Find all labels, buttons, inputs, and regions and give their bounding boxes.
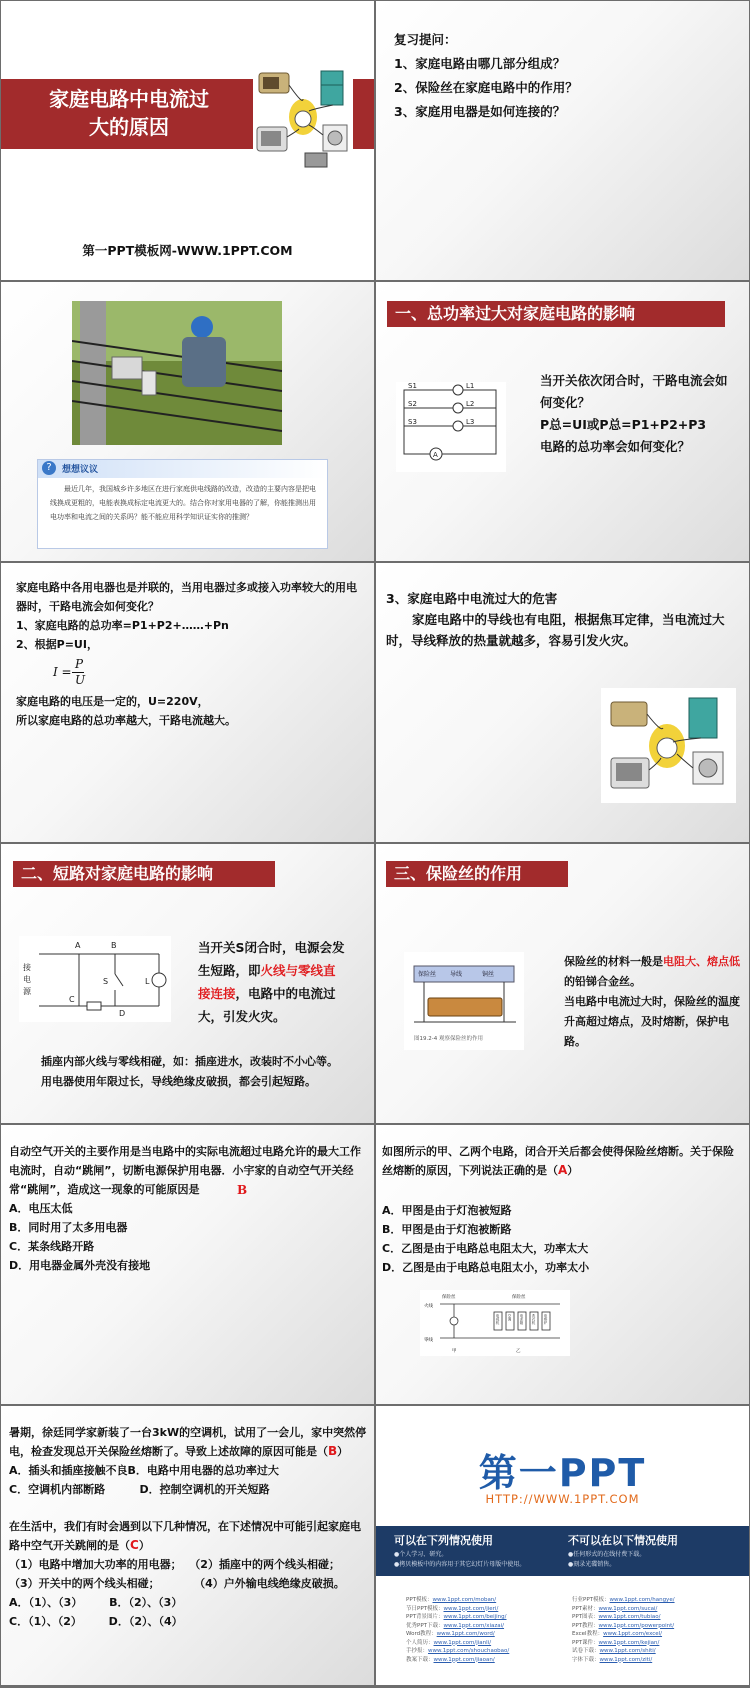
- short-circuit-note-2: 用电器使用年限过长，导线绝缘皮破损，都会引起短路。: [41, 1075, 316, 1088]
- short-circuit-text: 当开关S闭合时，电源会发生短路，即火线与零线直接连接，电路中的电流过大，引发火灾。: [198, 940, 345, 1024]
- fuse-label-2: 导线: [450, 971, 463, 978]
- link-row: 节日PPT模板：www.1ppt.com/jieri/: [406, 1605, 499, 1612]
- can-use-1: ●个人学习、研究。: [394, 1551, 448, 1558]
- link-row: Excel教程：www.1ppt.com/excel/: [572, 1631, 663, 1637]
- short-circuit-note-1: 插座内部火线与零线相碰，如：插座进水，改装时不小心等。: [41, 1055, 338, 1068]
- label-d: D: [119, 1009, 126, 1018]
- overloaded-appliances-image: [601, 688, 736, 803]
- label-s3: S3: [408, 418, 417, 426]
- link-row: Word教程：www.1ppt.com/word/: [406, 1631, 495, 1637]
- discussion-box-text: 最近几年，我国城乡许多地区在进行家庭供电线路的改造，改造的主要内容是把电线换成更粗的，电能表换成标定电流更大的。结合你对家用电器的了解，你能推测出用电功率和电流之间的关系吗？能不能应用科学知识证实你的推测？: [50, 485, 316, 521]
- brand-logo: 第一PPT: [478, 1451, 647, 1495]
- slide-title: 家庭电路中电流过 大的原因: [49, 87, 209, 139]
- label-c: C: [69, 995, 75, 1004]
- quiz-option-a[interactable]: A．甲图是由于灯泡被短路: [382, 1204, 512, 1217]
- links-left: [406, 1596, 509, 1664]
- power-formula: P总=UI或P总=P1+P2+P3: [540, 417, 707, 432]
- svg-text:电冰箱: 电冰箱: [520, 1314, 524, 1325]
- link-row: 优秀PPT下载：www.1ppt.com/xiazai/: [406, 1622, 505, 1629]
- links-right: [572, 1596, 675, 1664]
- power-text-2: 何变化？: [540, 395, 591, 410]
- label-l2: L2: [466, 400, 475, 408]
- lightbulb-icon: ?: [42, 461, 56, 475]
- power-text-4: 电路的总功率会如何变化？: [540, 439, 691, 454]
- quiz-option-b[interactable]: B．同时用了太多用电器: [9, 1221, 128, 1234]
- cannot-use-title: 不可以在以下情况使用: [568, 1534, 678, 1547]
- quiz-option-d[interactable]: D．用电器金属外壳没有接地: [9, 1259, 151, 1272]
- quiz-question: 自动空气开关的主要作用是当电路中的实际电流超过电路允许的最大工作电流时，自动“跳闸”，切断电源保护用电器．小宇家的自动空气开关经常“跳闸”，造成这一现象的可能原因是: [9, 1145, 361, 1196]
- label-s: S: [103, 977, 109, 986]
- label-s1: S1: [408, 382, 417, 390]
- exercise-1-question: 暑期，徐廷同学家新装了一台3kW的空调机，试用了一会儿，家中突然停电，检查发现总开关保险丝熔断了。导致上述故障的原因可能是（B）: [9, 1426, 367, 1458]
- hazard-text: 家庭电路中的导线也有电阻，根据焦耳定律，当电流过大时，导线释放的热量就越多，容易引发火灾。: [386, 612, 725, 648]
- label-b: B: [111, 941, 117, 950]
- link-row: PPT素材：www.1ppt.com/sucai/: [572, 1605, 658, 1612]
- slide-6-hazard[interactable]: [376, 563, 749, 842]
- label-power-3: 源: [23, 987, 31, 996]
- exercise-1-options-2: C．空调机内部断路 D．控制空调机的开关短路: [9, 1483, 270, 1496]
- quiz-answer: B: [237, 1183, 248, 1197]
- link-row: PPT模板：www.1ppt.com/moban/: [406, 1597, 497, 1603]
- link-row: PPT背景图片：www.1ppt.com/beijing/: [406, 1614, 507, 1620]
- title-banner-tail: [353, 79, 374, 149]
- label-s2: S2: [408, 400, 417, 408]
- exercise-2-line-1: （1）电路中增加大功率的用电器； （2）插座中的两个线头相碰；: [9, 1558, 340, 1571]
- link-row: PPT教程：www.1ppt.com/powerpoint/: [572, 1622, 675, 1629]
- label-ammeter: A: [433, 451, 438, 459]
- explanation-p3: 2、根据P=UI，: [16, 638, 98, 651]
- review-question-3: 3、家庭用电器是如何连接的？: [394, 104, 566, 119]
- label-l: L: [145, 977, 150, 986]
- explanation-p5: 所以家庭电路的总功率越大，干路电流越大。: [16, 714, 236, 727]
- svg-text:甲: 甲: [452, 1349, 457, 1354]
- fuse-circuits-figure: [420, 1290, 570, 1356]
- quiz-option-d[interactable]: D．乙图是由于电路总电阻太小，功率太小: [382, 1261, 590, 1274]
- slide-4-total-power[interactable]: [376, 282, 749, 561]
- lineman-photo: [72, 301, 282, 445]
- short-circuit-diagram: [19, 936, 171, 1022]
- explanation-p1: 家庭电路中各用电器也是并联的，当用电器过多或接入功率较大的用电器时，干路电流会如何变化？: [16, 581, 357, 613]
- svg-text:乙: 乙: [516, 1349, 521, 1354]
- svg-text:空调: 空调: [508, 1314, 512, 1321]
- label-power-2: 电: [23, 975, 31, 984]
- review-question-2: 2、保险丝在家庭电路中的作用？: [394, 80, 578, 95]
- license-panel: [376, 1526, 749, 1576]
- exercise-2-line-2: （3）开关中的两个线头相碰； （4）户外输电线绝缘皮破损。: [9, 1577, 345, 1590]
- section-banner: 二、短路对家庭电路的影响: [13, 861, 275, 887]
- cannot-use-1: ●任何形式的在线付费下载。: [568, 1551, 646, 1558]
- cannot-use-2: ●刻录光碟销售。: [568, 1561, 616, 1568]
- slide-7-short-circuit[interactable]: [1, 844, 374, 1123]
- section-banner: 一、总功率过大对家庭电路的影响: [387, 301, 725, 327]
- svg-text:电视机: 电视机: [496, 1314, 500, 1325]
- quiz-option-a[interactable]: A．电压太低: [9, 1202, 73, 1215]
- svg-text:火线: 火线: [424, 1304, 433, 1309]
- appliances-illustration: [253, 65, 355, 173]
- quiz-option-c[interactable]: C．某条线路开路: [9, 1240, 95, 1253]
- link-row: 个人简历：www.1ppt.com/jianli/: [406, 1639, 492, 1646]
- exercise-1-options-1: A．插头和插座接触不良B．电路中用电器的总功率过大: [9, 1464, 279, 1477]
- link-row: PPT图表：www.1ppt.com/tubiao/: [572, 1614, 661, 1620]
- discussion-box-header: [38, 460, 327, 478]
- quiz-option-c[interactable]: C．乙图是由于电路总电阻太大，功率太大: [382, 1242, 589, 1255]
- slide-11-exercises[interactable]: [1, 1406, 374, 1685]
- power-text-1: 当开关依次闭合时，干路电流会如: [540, 373, 728, 388]
- explanation-p2: 1、家庭电路的总功率=P1+P2+……+Pn: [16, 619, 229, 632]
- exercise-2-options-2: C．（1）、（2） D．（2）、（4）: [9, 1615, 183, 1628]
- svg-text:洗衣机: 洗衣机: [532, 1314, 536, 1325]
- svg-text:保险丝: 保险丝: [512, 1295, 526, 1300]
- exercise-2-question: 在生活中，我们有时会遇到以下几种情况，在下述情况中可能引起家庭电路中空气开关跳闸的是（C）: [9, 1520, 361, 1552]
- quiz-question: 如图所示的甲、乙两个电路，闭合开关后都会使得保险丝熔断。关于保险丝熔断的原因，下列说法正确的是（A）: [382, 1145, 734, 1177]
- link-row: PPT课件：www.1ppt.com/kejian/: [572, 1639, 660, 1646]
- can-use-2: ●拷贝模板中的内容用于其它幻灯片母版中使用。: [394, 1561, 526, 1568]
- slide-10-quiz-fuse[interactable]: [376, 1125, 749, 1404]
- explanation-p4: 家庭电路的电压是一定的，U=220V，: [16, 695, 209, 708]
- parallel-circuit-diagram: [396, 382, 506, 472]
- link-row: 试卷下载：www.1ppt.com/shiti/: [572, 1648, 656, 1654]
- section-banner: 三、保险丝的作用: [386, 861, 568, 887]
- fuse-label-1: 保险丝: [418, 971, 437, 978]
- website-footer: 第一PPT模板网-WWW.1PPT.COM: [82, 243, 293, 258]
- label-a: A: [75, 941, 81, 950]
- slide-9-quiz-breaker[interactable]: [1, 1125, 374, 1404]
- label-power-1: 接: [23, 963, 31, 972]
- can-use-title: 可以在下列情况使用: [394, 1534, 493, 1547]
- slide-8-fuse[interactable]: [376, 844, 749, 1123]
- svg-text:电热炉: 电热炉: [544, 1314, 548, 1325]
- svg-text:保险丝: 保险丝: [442, 1295, 456, 1300]
- discussion-box-title: 想想议议: [62, 465, 99, 475]
- label-l3: L3: [466, 418, 475, 426]
- svg-text:零线: 零线: [424, 1338, 433, 1343]
- link-row: 手抄报：www.1ppt.com/shouchaobao/: [406, 1648, 510, 1654]
- fuse-text: 保险丝的材料一般是电阻大、熔点低的铅锑合金丝。 当电路中电流过大时，保险丝的温度升高超过熔点，及时熔断，保护电路。: [564, 955, 740, 1048]
- slide-2-review[interactable]: [376, 1, 749, 280]
- label-l1: L1: [466, 382, 475, 390]
- discussion-box: [37, 459, 328, 549]
- slide-3-discussion[interactable]: [1, 282, 374, 561]
- link-row: 教案下载：www.1ppt.com/jiaoan/: [406, 1656, 495, 1663]
- brand-url[interactable]: HTTP://WWW.1PPT.COM: [485, 1492, 640, 1506]
- slide-1-title[interactable]: [1, 1, 374, 280]
- fuse-experiment-image: [404, 952, 524, 1050]
- exercise-2-options-1: A．（1）、（3） B．（2）、（3）: [9, 1596, 183, 1609]
- slide-5-explanation[interactable]: 家庭电路中各用电器也是并联的，当用电器过多或接入功率较大的用电器时，干路电流会如何变化？ 1、家庭电路的总功率=P1+P2+……+Pn 2、根据P=UI， I = P U 家庭电路的电压是一定的，U=220V， 所以家庭电路的总功率越大，干路电流越大。: [1, 563, 374, 842]
- review-heading: 复习提问：: [394, 32, 457, 47]
- fuse-caption: 图19.2-4 观察保险丝的作用: [414, 1036, 483, 1042]
- review-question-1: 1、家庭电路由哪几部分组成？: [394, 56, 566, 71]
- quiz-option-b[interactable]: B．甲图是由于灯泡被断路: [382, 1223, 512, 1236]
- slide-12-license[interactable]: [376, 1406, 749, 1685]
- link-row: 字体下载：www.1ppt.com/ziti/: [572, 1656, 653, 1663]
- link-row: 行业PPT模板：www.1ppt.com/hangye/: [572, 1597, 675, 1603]
- fuse-label-3: 铜丝: [482, 971, 495, 978]
- hazard-title: 3、家庭电路中电流过大的危害: [386, 591, 558, 606]
